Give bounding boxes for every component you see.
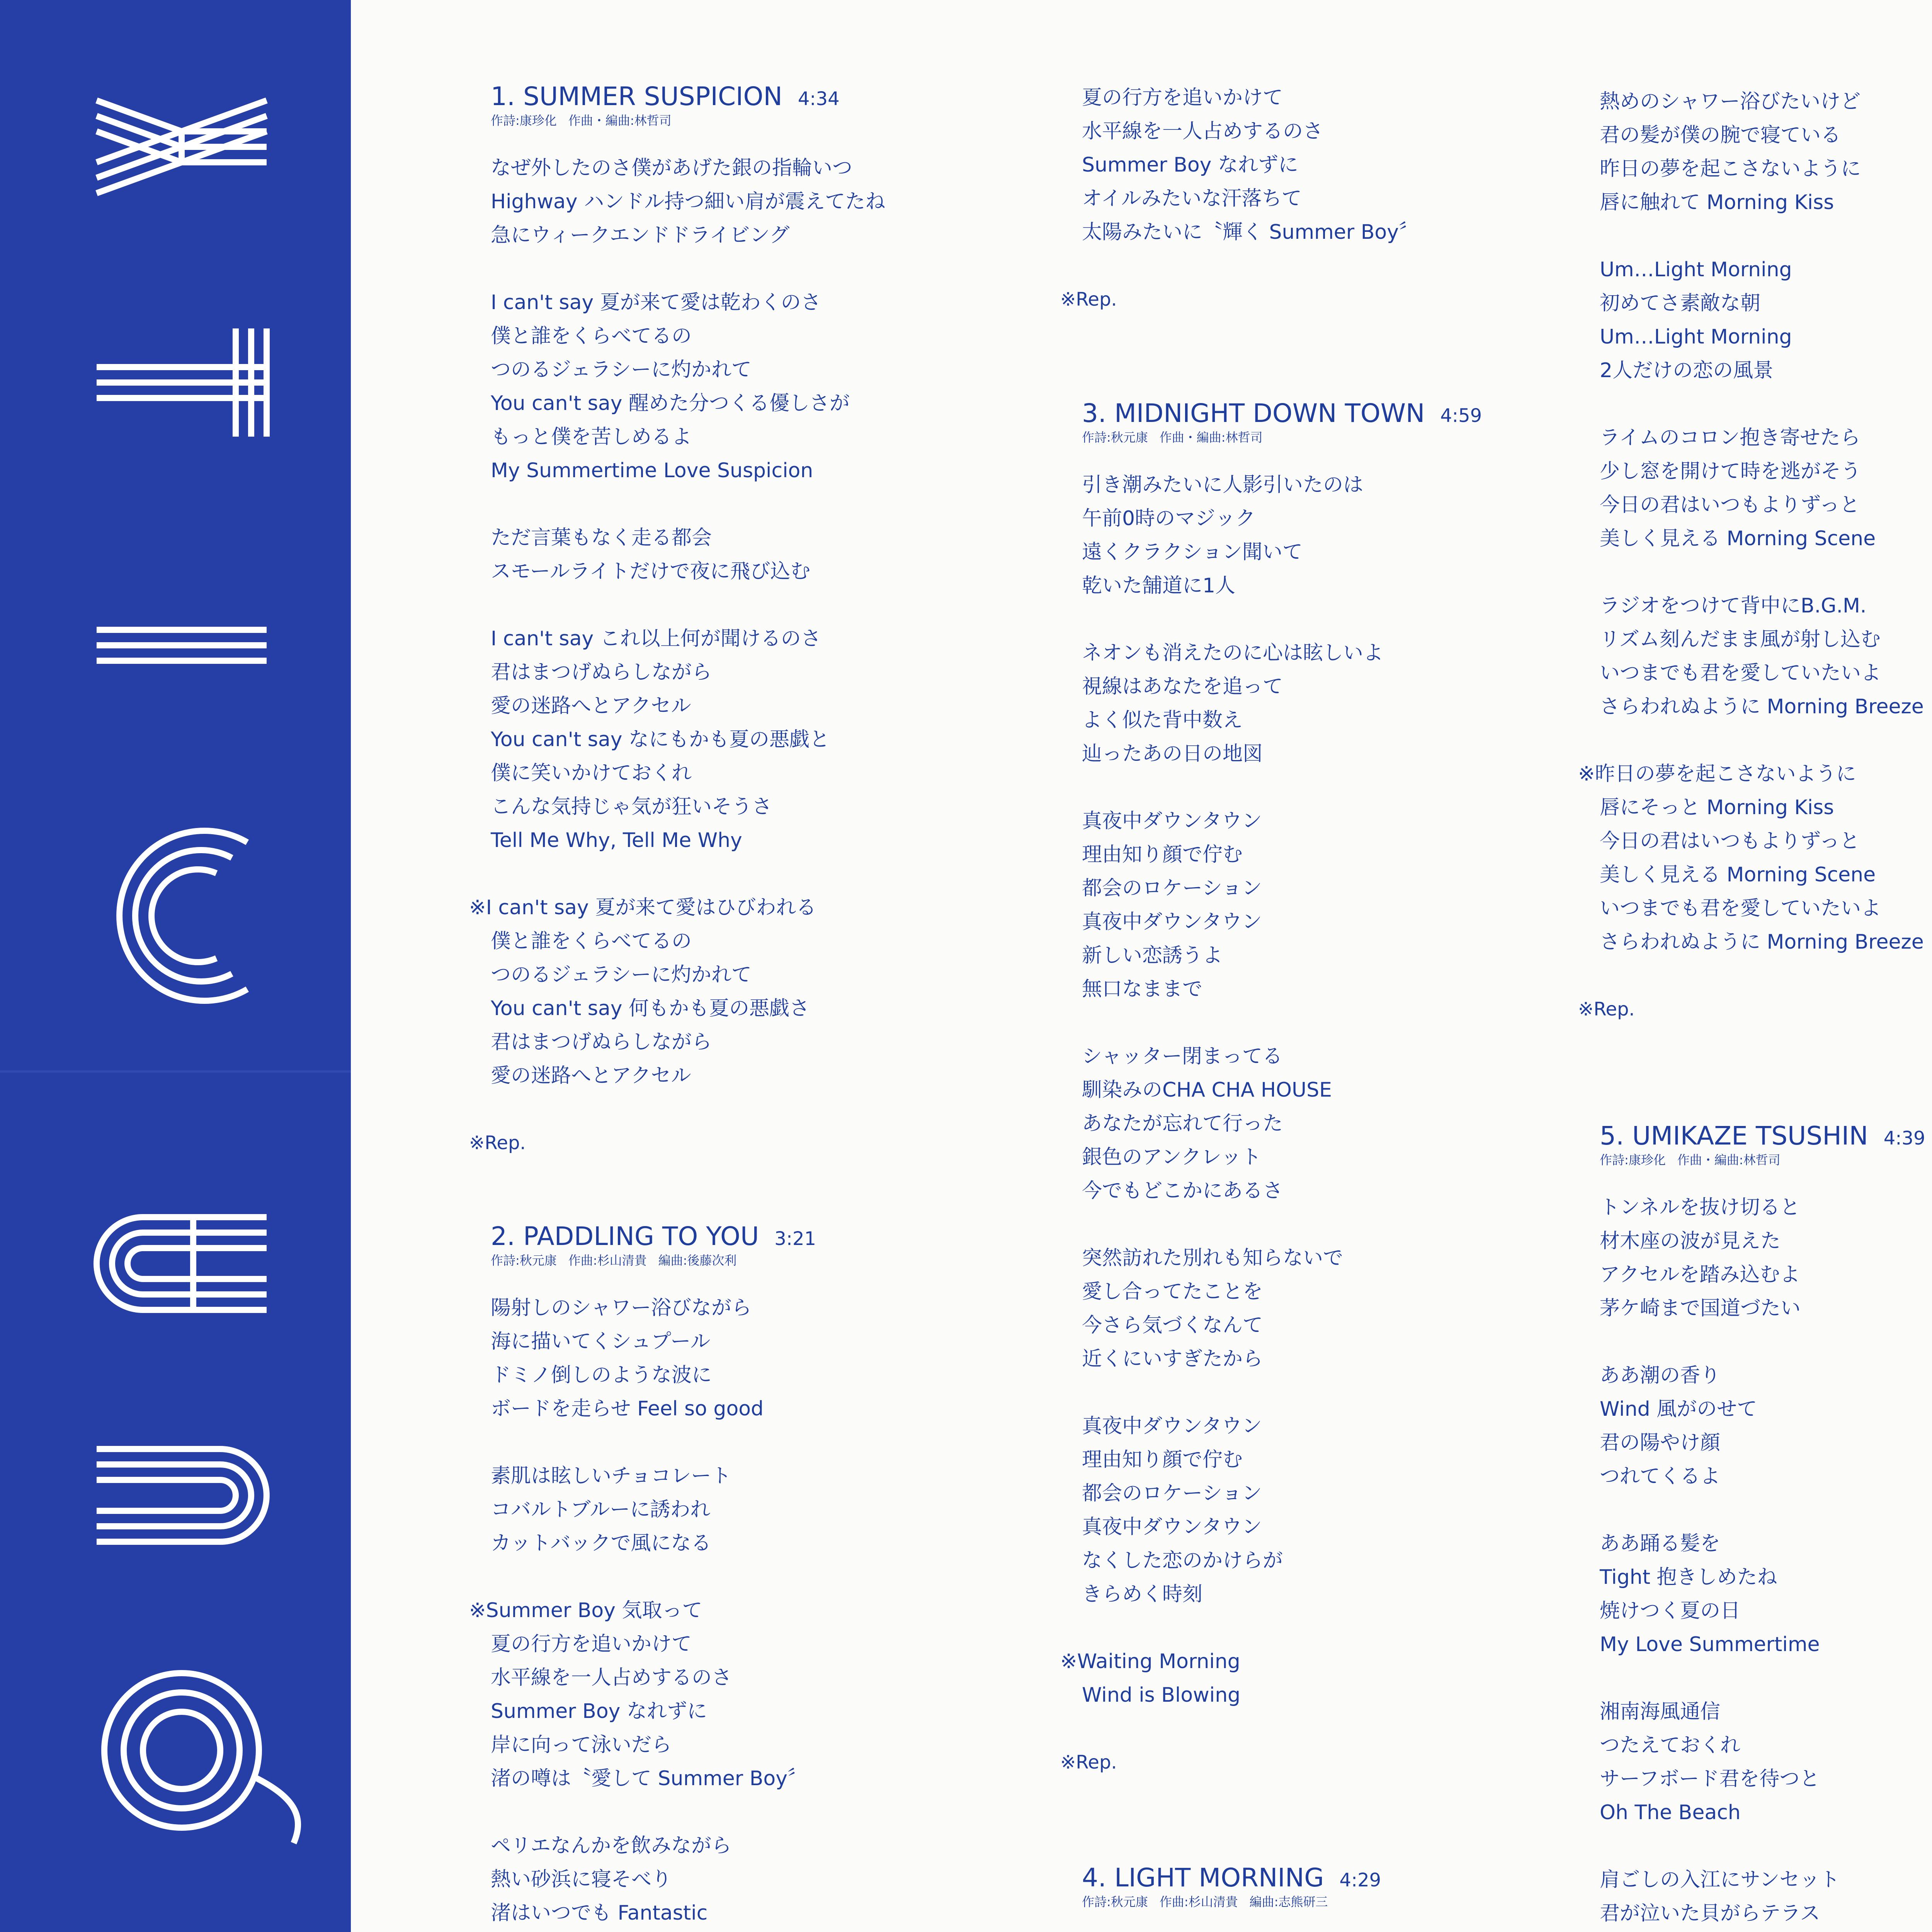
- lyric-line: Summer Boy なれずに: [1082, 153, 1298, 177]
- logo-letter-t: [97, 328, 267, 437]
- logo-letter-i: [97, 630, 267, 661]
- lyric-line: なぜ外したのさ僕があげた銀の指輪いつ: [491, 156, 853, 180]
- lyric-line: さらわれぬように Morning Breeze: [1600, 695, 1924, 718]
- lyric-line: You can't say 何もかも夏の悪戯さ: [491, 997, 810, 1020]
- lyric-line: [491, 1930, 1032, 1932]
- lyric-line: 君はまつげぬらしながら: [491, 661, 712, 684]
- logo-letter-a: [97, 1217, 267, 1310]
- lyric-line: 都会のロケーション: [1082, 1482, 1262, 1505]
- lyric-line: 愛し合ってたことを: [1082, 1280, 1263, 1303]
- lyric-line: Wind 風がのせて: [1600, 1398, 1757, 1421]
- stanza-gap: [1600, 959, 1932, 993]
- lyric-line: ※Waiting Morning: [1060, 1650, 1240, 1673]
- lyric-line: きらめく時刻: [1082, 1583, 1203, 1606]
- logo-letter-c: [119, 831, 247, 1001]
- lyric-line: Wind is Blowing: [1082, 1684, 1241, 1707]
- stanza-gap: [1082, 1208, 1623, 1242]
- lyric-line: 素肌は眩しいチョコレート: [491, 1464, 731, 1488]
- stanza-gap: [491, 1796, 1032, 1829]
- lyric-line: ※Rep.: [1060, 1752, 1117, 1773]
- lyric-line: 水平線を一人占めするのさ: [1082, 120, 1323, 143]
- lyric-line: I can't say これ以上何が聞けるのさ: [491, 627, 821, 650]
- stanza-gap: [1600, 219, 1932, 253]
- lyric-line: 唇に触れて Morning Kiss: [1600, 191, 1834, 214]
- lyric-line: 熱めのシャワー浴びたいけど: [1600, 90, 1861, 113]
- lyric-line: ドミノ倒しのような波に: [491, 1364, 712, 1387]
- lyric-line: You can't say なにもかも夏の悪戯と: [491, 728, 830, 751]
- stanza-gap: [491, 1426, 1032, 1459]
- lyric-line: Tight 抱きしめたね: [1600, 1566, 1777, 1589]
- song-lyrics: [469, 151, 1032, 1160]
- song-credits: 作詩:康珍化 作曲・編曲:林哲司: [1600, 1153, 1781, 1167]
- lyric-line: 近くにいすぎたから: [1082, 1347, 1263, 1371]
- lyric-line: [1600, 1930, 1932, 1932]
- lyric-line: 材木座の波が見えた: [1600, 1230, 1781, 1253]
- song-credits: 作詩:秋元康 作曲・編曲:林哲司: [1082, 430, 1263, 445]
- lyric-line: リズム刻んだまま風が射し込む: [1600, 628, 1881, 651]
- lyric-line: 僕と誰をくらべてるの: [491, 325, 692, 348]
- lyric-line: 君の陽やけ顔: [1600, 1431, 1721, 1454]
- lyric-line: 今日の君はいつもよりずっと: [1600, 493, 1860, 517]
- lyric-line: 君が泣いた貝がらテラス: [1600, 1902, 1820, 1925]
- stanza-gap: [491, 857, 1032, 891]
- aqua-city-logo: [0, 0, 351, 1932]
- lyric-line: つれてくるよ: [1600, 1465, 1721, 1488]
- lyric-line: アクセルを踏み込むよ: [1600, 1263, 1800, 1286]
- stanza-gap: [1082, 1712, 1623, 1746]
- song-lyrics: [469, 1291, 1032, 1932]
- lyric-line: 昨日の夢を起こさないように: [1600, 157, 1861, 180]
- lyric-line: ペリエなんかを飲みながら: [491, 1834, 731, 1857]
- lyric-line: ※Rep.: [469, 1132, 526, 1154]
- lyric-line: カットバックで風になる: [491, 1532, 711, 1555]
- lyric-line: あなたが忘れて行った: [1082, 1112, 1283, 1135]
- song-lyrics: [1060, 81, 1623, 316]
- logo-letter-y: [97, 100, 267, 193]
- lyric-line: 熱い砂浜に寝そべり: [491, 1868, 672, 1891]
- stanza-gap: [1600, 724, 1932, 757]
- lyric-line: My Love Summertime: [1600, 1633, 1820, 1656]
- lyric-line: I can't say 夏が来て愛は乾わくのさ: [491, 291, 821, 314]
- lyric-line: Tell Me Why, Tell Me Why: [491, 829, 742, 852]
- lyric-line: 真夜中ダウンタウン: [1082, 1415, 1262, 1438]
- song-lyrics: [1578, 85, 1932, 1026]
- lyric-line: コバルトブルーに誘われ: [491, 1498, 711, 1521]
- song-title: 3. MIDNIGHT DOWN TOWN 4:59: [1082, 398, 1482, 428]
- lyric-line: なくした恋のかけらが: [1082, 1549, 1283, 1572]
- stanza-gap: [491, 588, 1032, 622]
- logo-letter-u: [97, 1449, 267, 1542]
- lyric-line: スモールライトだけで夜に飛び込む: [491, 560, 811, 583]
- lyric-line: 真夜中ダウンタウン: [1082, 810, 1262, 833]
- stanza-gap: [491, 1093, 1032, 1126]
- lyric-line: サーフボード君を待つと: [1600, 1767, 1820, 1791]
- lyric-line: ※Summer Boy 気取って: [469, 1599, 702, 1622]
- lyric-line: シャッター閉まってる: [1082, 1045, 1282, 1068]
- lyric-line: 渚はいつでも Fantastic: [491, 1901, 708, 1925]
- song-title: 1. SUMMER SUSPICION 4:34: [491, 82, 840, 111]
- lyric-line: ただ言葉もなく走る都会: [491, 526, 712, 549]
- lyric-line: My Summertime Love Suspicion: [491, 459, 813, 482]
- lyric-line: 2人だけの恋の風景: [1600, 359, 1774, 382]
- lyric-line: もっと僕を苦しめるよ: [491, 425, 692, 449]
- lyric-line: 水平線を一人占めするのさ: [491, 1666, 732, 1689]
- lyric-line: 焼けつく夏の日: [1600, 1599, 1741, 1622]
- stanza-gap: [491, 1560, 1032, 1594]
- lyric-line: よく似た背中数え: [1082, 709, 1243, 732]
- lyric-line: つのるジェラシーに灼かれて: [491, 358, 752, 381]
- lyric-line: こんな気持じゃ気が狂いそうさ: [491, 795, 772, 818]
- song-3: [1060, 398, 1623, 1779]
- lyric-line: ああ潮の香り: [1600, 1364, 1721, 1387]
- lyric-line: 真夜中ダウンタウン: [1082, 910, 1262, 934]
- lyric-line: さらわれぬように Morning Breeze: [1600, 930, 1924, 954]
- song-credits: 作詩:康珍化 作曲・編曲:林哲司: [491, 113, 672, 128]
- lyric-line: ラジオをつけて背中にB.G.M.: [1600, 594, 1867, 617]
- lyric-line: 君はまつげぬらしながら: [491, 1031, 712, 1054]
- lyric-line: 君の髪が僕の腕で寝ている: [1600, 124, 1841, 147]
- lyric-line: 美しく見える Morning Scene: [1600, 527, 1876, 550]
- lyric-line: 岸に向って泳いだら: [491, 1733, 672, 1757]
- lyric-line: 今日の君はいつもよりずっと: [1600, 830, 1860, 853]
- lyric-line: 今さら気づくなんて: [1082, 1314, 1263, 1337]
- lyric-line: 湘南海風通信: [1600, 1700, 1721, 1723]
- stanza-gap: [1600, 1830, 1932, 1863]
- lyric-line: 太陽みたいに〝輝く Summer Boy〞: [1082, 221, 1419, 244]
- lyric-line: 無口なままで: [1082, 978, 1203, 1001]
- lyric-line: You can't say 醒めた分つくる優しさが: [491, 392, 850, 415]
- lyric-line: 海に描いてくシュプール: [491, 1330, 711, 1353]
- lyric-line: Um…Light Morning: [1600, 325, 1792, 349]
- lyric-line: 理由知り顔で佇む: [1082, 1448, 1243, 1471]
- lyric-line: ああ踊る髪を: [1600, 1532, 1721, 1555]
- stanza-gap: [1082, 1376, 1623, 1410]
- lyric-line: 僕と誰をくらべてるの: [491, 930, 692, 953]
- lyric-line: 少し窓を開けて時を逃がそう: [1600, 460, 1861, 483]
- lyric-line: いつまでも君を愛していたいよ: [1600, 662, 1881, 685]
- stanza-gap: [491, 252, 1032, 286]
- stanza-gap: [1082, 771, 1623, 804]
- stanza-gap: [1600, 1493, 1932, 1527]
- song-title: 4. LIGHT MORNING 4:29: [1082, 1863, 1381, 1893]
- lyric-line: 真夜中ダウンタウン: [1082, 1515, 1262, 1539]
- lyric-line: 愛の迷路へとアクセル: [491, 694, 691, 718]
- song-2: [469, 1221, 1032, 1932]
- stanza-gap: [1082, 1006, 1623, 1040]
- lyric-line: 陽射しのシャワー浴びながら: [491, 1296, 752, 1320]
- lyric-line: 引き潮みたいに人影引いたのは: [1082, 473, 1364, 497]
- stanza-gap: [1082, 603, 1623, 636]
- lyric-line: 肩ごしの入江にサンセット: [1600, 1868, 1840, 1891]
- lyric-line: 愛の迷路へとアクセル: [491, 1064, 691, 1087]
- lyric-line: Highway ハンドル持つ細い肩が震えてたね: [491, 190, 886, 213]
- lyric-line: 美しく見える Morning Scene: [1600, 863, 1876, 886]
- stanza-gap: [1600, 388, 1932, 421]
- song-4-continued: [1578, 85, 1932, 1026]
- song-credits: 作詩:秋元康 作曲:杉山清貴 編曲:後藤次利: [491, 1253, 737, 1268]
- lyric-line: 午前0時のマジック: [1082, 507, 1256, 530]
- lyric-line: 夏の行方を追いかけて: [491, 1633, 692, 1656]
- lyric-line: 唇にそっと Morning Kiss: [1600, 796, 1834, 819]
- lyric-line: 今でもどこかにあるさ: [1082, 1179, 1283, 1202]
- song-title: 2. PADDLING TO YOU 3:21: [491, 1221, 816, 1251]
- lyric-line: Oh The Beach: [1600, 1801, 1741, 1824]
- song-lyrics: [1600, 1191, 1932, 1932]
- song-2-continued: [1060, 81, 1623, 316]
- logo-letter-q: [104, 1673, 298, 1843]
- song-credits: 作詩:秋元康 作曲:杉山清貴 編曲:志熊研三: [1082, 1895, 1328, 1909]
- lyric-line: 銀色のアンクレット: [1082, 1146, 1262, 1169]
- lyric-line: ※Rep.: [1578, 998, 1635, 1020]
- lyric-line: ※I can't say 夏が来て愛はひびわれる: [469, 896, 816, 919]
- lyric-line: 新しい恋誘うよ: [1082, 944, 1223, 967]
- song-1: [469, 81, 1032, 1160]
- stanza-gap: [1082, 249, 1623, 283]
- lyric-line: トンネルを抜け切ると: [1600, 1196, 1800, 1219]
- song-5: [1600, 1121, 1932, 1932]
- lyric-line: つたえておくれ: [1600, 1734, 1741, 1757]
- lyric-line: 視線はあなたを追って: [1082, 675, 1283, 698]
- lyric-line: 都会のロケーション: [1082, 877, 1262, 900]
- lyric-line: 突然訪れた別れも知らないで: [1082, 1247, 1344, 1270]
- lyric-line: Summer Boy なれずに: [491, 1700, 707, 1723]
- lyric-line: つのるジェラシーに灼かれて: [491, 963, 752, 986]
- lyric-line: いつまでも君を愛していたいよ: [1600, 897, 1881, 920]
- lyric-line: Um…Light Morning: [1600, 258, 1792, 281]
- lyric-line: オイルみたいな汗落ちて: [1082, 187, 1302, 210]
- stanza-gap: [1600, 556, 1932, 589]
- lyric-line: 茅ケ崎まで国道づたい: [1600, 1297, 1801, 1320]
- stanza-gap: [1082, 1611, 1623, 1645]
- lyric-line: 理由知り顔で佇む: [1082, 843, 1243, 866]
- stanza-gap: [1600, 1325, 1932, 1359]
- stanza-gap: [1600, 1662, 1932, 1695]
- lyric-line: 辿ったあの日の地図: [1082, 742, 1263, 765]
- lyric-line: 乾いた舗道に1人: [1082, 574, 1236, 597]
- lyric-line: 遠くクラクション聞いて: [1082, 541, 1303, 564]
- lyric-line: ※Rep.: [1060, 289, 1117, 310]
- lyric-line: 僕に笑いかけておくれ: [491, 762, 692, 785]
- lyric-line: ネオンも消えたのに心は眩しいよ: [1082, 641, 1384, 665]
- lyric-line: ライムのコロン抱き寄せたら: [1600, 426, 1861, 449]
- lyric-line: 馴染みのCHA CHA HOUSE: [1082, 1078, 1332, 1102]
- song-lyrics: [1060, 468, 1623, 1779]
- stanza-gap: [491, 488, 1032, 521]
- lyric-line: 夏の行方を追いかけて: [1082, 86, 1283, 109]
- lyric-line: 初めてさ素敵な朝: [1600, 292, 1761, 315]
- lyric-line: ※昨日の夢を起こさないように: [1578, 762, 1856, 786]
- song-4: [1082, 1862, 1623, 1932]
- lyric-line: 渚の噂は〝愛して Summer Boy〞: [491, 1767, 808, 1790]
- song-title: 5. UMIKAZE TSUSHIN 4:39: [1600, 1121, 1925, 1151]
- lyric-line: ボードを走らせ Feel so good: [491, 1397, 764, 1420]
- lyric-line: 急にウィークエンドドライビング: [491, 224, 790, 247]
